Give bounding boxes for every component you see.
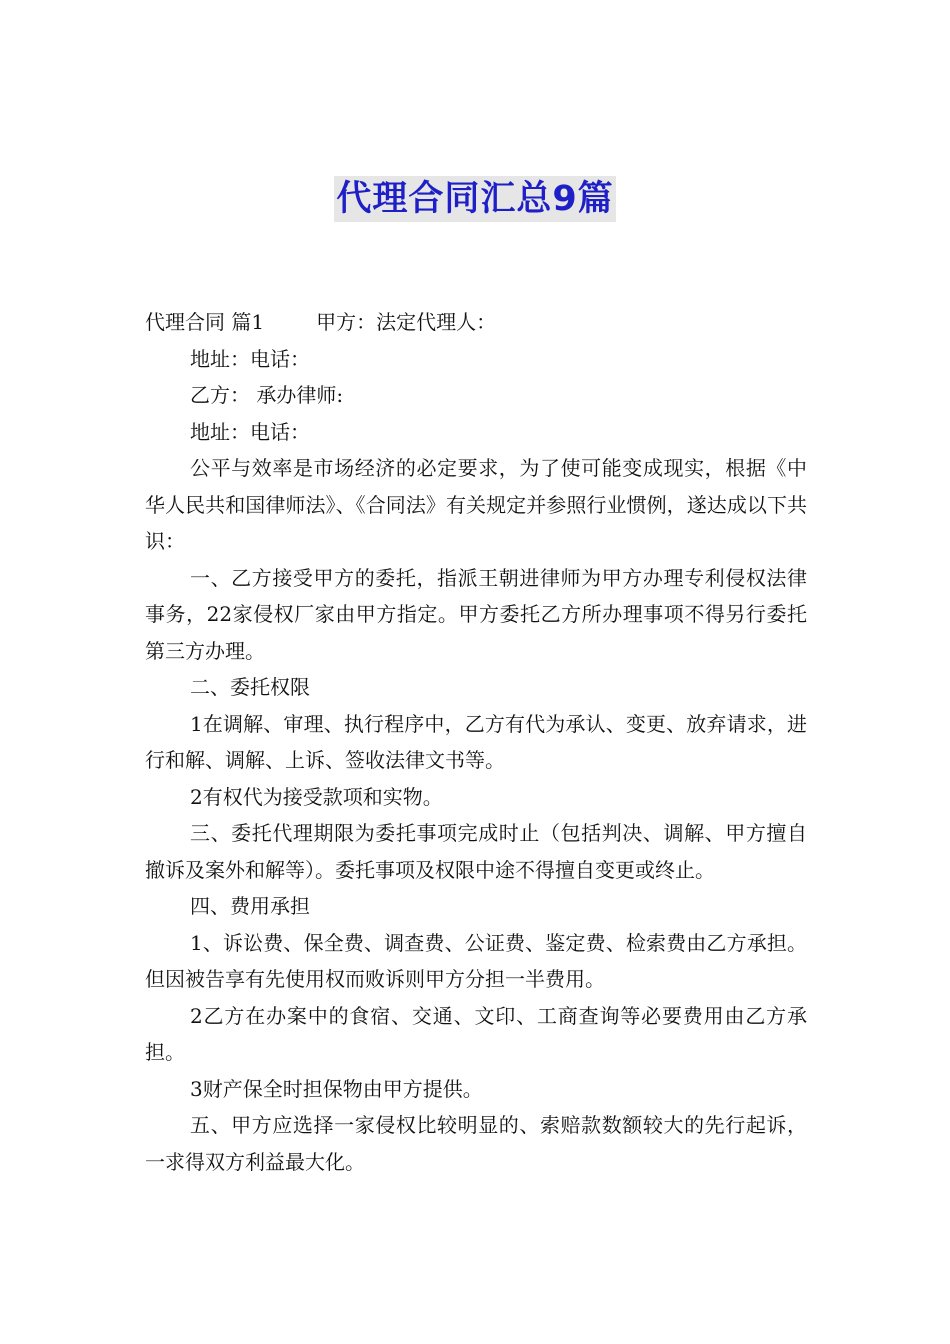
- paragraph: 1、诉讼费、保全费、调查费、公证费、鉴定费、检索费由乙方承担。但因被告享有先使用权而败诉则甲方分担一半费用。: [145, 930, 807, 991]
- title-container: [0, 176, 950, 222]
- paragraph: 三、委托代理期限为委托事项完成时止（包括判决、调解、甲方擅自撤诉及案外和解等）。委托事项及权限中途不得擅自变更或终止。: [145, 821, 807, 882]
- paragraph: 1在调解、审理、执行程序中，乙方有代为承认、变更、放弃请求，进行和解、调解、上诉、签收法律文书等。: [145, 711, 807, 772]
- paragraph: 2乙方在办案中的食宿、交通、文印、工商查询等必要费用由乙方承担。: [145, 1003, 807, 1064]
- section-heading: [145, 304, 807, 341]
- section-heading-title: 代理合同 篇1: [145, 310, 265, 334]
- paragraph: 3财产保全时担保物由甲方提供。: [190, 1076, 483, 1101]
- paragraph: 乙方： 承办律师:: [190, 383, 344, 407]
- paragraph: 一、乙方接受甲方的委托，指派王朝进律师为甲方办理专利侵权法律事务，22家侵权厂家由甲方指定。甲方委托乙方所办理事项不得另行委托第三方办理。: [145, 565, 807, 663]
- paragraph: 地址：电话：: [190, 419, 310, 444]
- paragraph: 公平与效率是市场经济的必定要求，为了使可能变成现实，根据《中华人民共和国律师法》、《合同法》有关规定并参照行业惯例，遂达成以下共识：: [145, 456, 807, 553]
- paragraph: 地址：电话：: [190, 346, 310, 371]
- document-body: [145, 304, 807, 1180]
- document-title: 代理合同汇总9篇: [334, 176, 615, 222]
- paragraph: 2有权代为接受款项和实物。: [190, 784, 443, 809]
- paragraph: 四、费用承担: [190, 894, 310, 918]
- party-a-line: 甲方：法定代理人：: [316, 310, 497, 334]
- paragraph: 五、甲方应选择一家侵权比较明显的、索赔款数额较大的先行起诉，一求得双方利益最大化。: [145, 1113, 807, 1174]
- paragraph: 二、委托权限: [190, 675, 310, 699]
